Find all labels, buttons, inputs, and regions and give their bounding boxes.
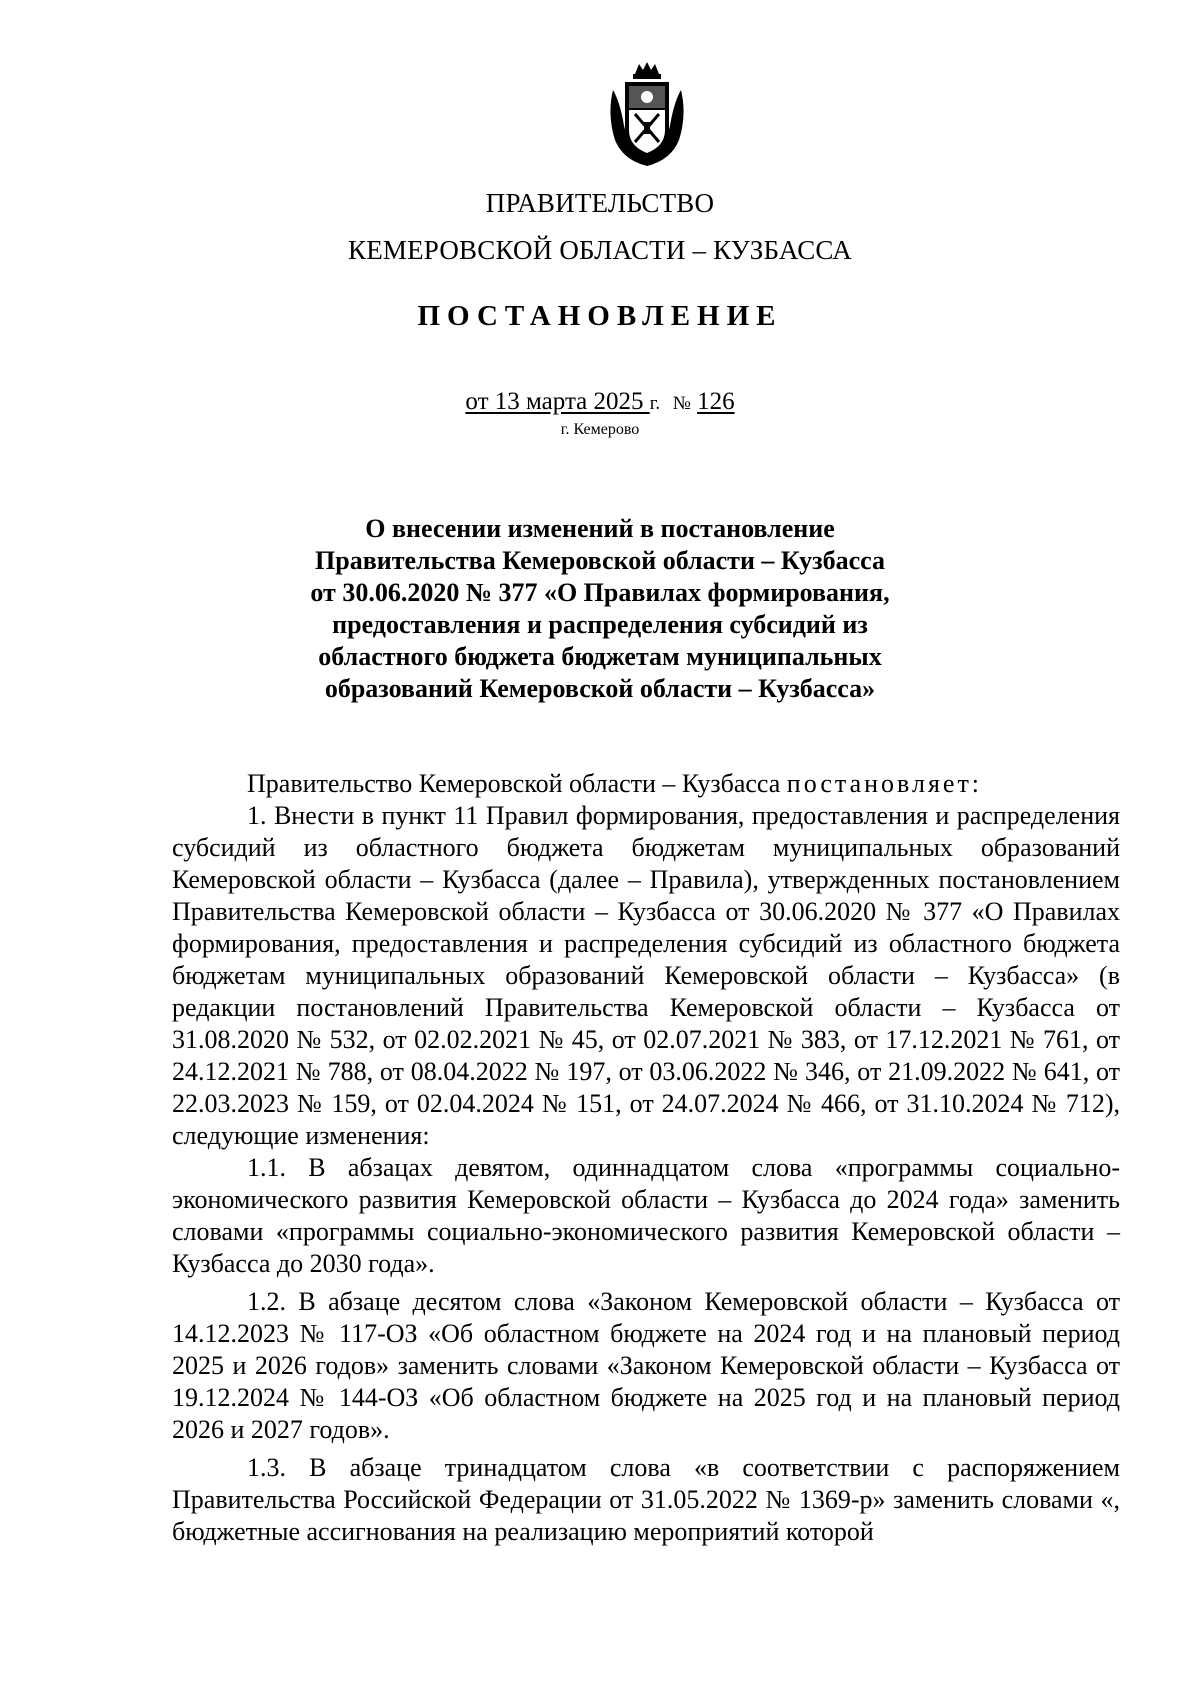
title-line: образований Кемеровской области – Кузбасса» — [324, 674, 876, 703]
title-line: О внесении изменений в постановление — [365, 514, 835, 543]
document-title — [290, 513, 910, 705]
paragraph-1-2: 1.2. В абзаце десятом слова «Законом Кемеровской области – Кузбасса от 14.12.2023 № 117-ОЗ «Об областном бюджете на 2024 год и на плановый период 2025 и 2026 годов» заменить словами «Законом Кемеровской области – Кузбасса от 19.12.2024 № 144-ОЗ «Об областном бюджете на 2025 год и на плановый период 2026 и 2027 годов». — [172, 1287, 1120, 1444]
title-line: областного бюджета бюджетам муниципальных — [318, 642, 882, 671]
intro-text: Правительство Кемеровской области – Кузбасса — [247, 769, 781, 798]
title-line: от 30.06.2020 № 377 «О Правилах формирования, — [310, 578, 890, 607]
title-line: предоставления и распределения субсидий из — [332, 610, 868, 639]
date-prefix: от — [465, 388, 489, 415]
document-type-heading: ПОСТАНОВЛЕНИЕ — [417, 300, 783, 332]
date-suffix: г. — [649, 393, 661, 414]
government-name-line1: ПРАВИТЕЛЬСТВО — [485, 188, 715, 218]
title-line: Правительства Кемеровской области – Кузбасса — [315, 546, 885, 575]
paragraph-1: 1. Внести в пункт 11 Правил формирования, предоставления и распределения субсидий из областного бюджета бюджетам муниципальных образований Кемеровской области – Кузбасса (далее – Правила), утвержденных постановлением Правительства Кемеровской области – Кузбасса от 30.06.2020 № 377 «О Правилах формирования, предоставления и распределения субсидий из областного бюджета бюджетам муниципальных образований Кемеровской области – Кузбасса» (в редакции постановлений Правительства Кемеровской области – Кузбасса от 31.08.2020 № 532, от 02.02.2021 № 45, от 02.07.2021 № 383, от 17.12.2021 № 761, от 24.12.2021 № 788, от 08.04.2022 № 197, от 03.06.2022 № 346, от 21.09.2022 № 641, от 22.03.2023 № 159, от 02.04.2024 № 151, от 24.07.2024 № 466, от 31.10.2024 № 712), следующие изменения: — [172, 801, 1120, 1150]
paragraph-1-1: 1.1. В абзацах девятом, одиннадцатом слова «программы социально-экономического развития Кемеровской области – Кузбасса до 2024 года» заменить словами «программы социально-экономического развития Кемеровской области – Кузбасса до 2030 года». — [172, 1153, 1120, 1278]
intro-paragraph — [172, 768, 1120, 800]
city-label: г. Кемерово — [560, 421, 640, 438]
date-value: 13 марта 2025 — [494, 388, 644, 415]
number-label: № — [672, 393, 691, 414]
document-date-number — [0, 388, 1200, 416]
coat-of-arms-emblem-icon — [605, 60, 689, 170]
government-name-line2: КЕМЕРОВСКОЙ ОБЛАСТИ – КУЗБАССА — [348, 235, 852, 265]
document-body — [172, 768, 1120, 1548]
paragraph-1-3: 1.3. В абзаце тринадцатом слова «в соответствии с распоряжением Правительства Российской Федерации от 31.05.2022 № 1369-р» заменить словами «, бюджетные ассигнования на реализацию мероприятий которой — [172, 1453, 1120, 1546]
intro-resolves: постановляет: — [786, 769, 983, 798]
document-number: 126 — [697, 388, 735, 415]
